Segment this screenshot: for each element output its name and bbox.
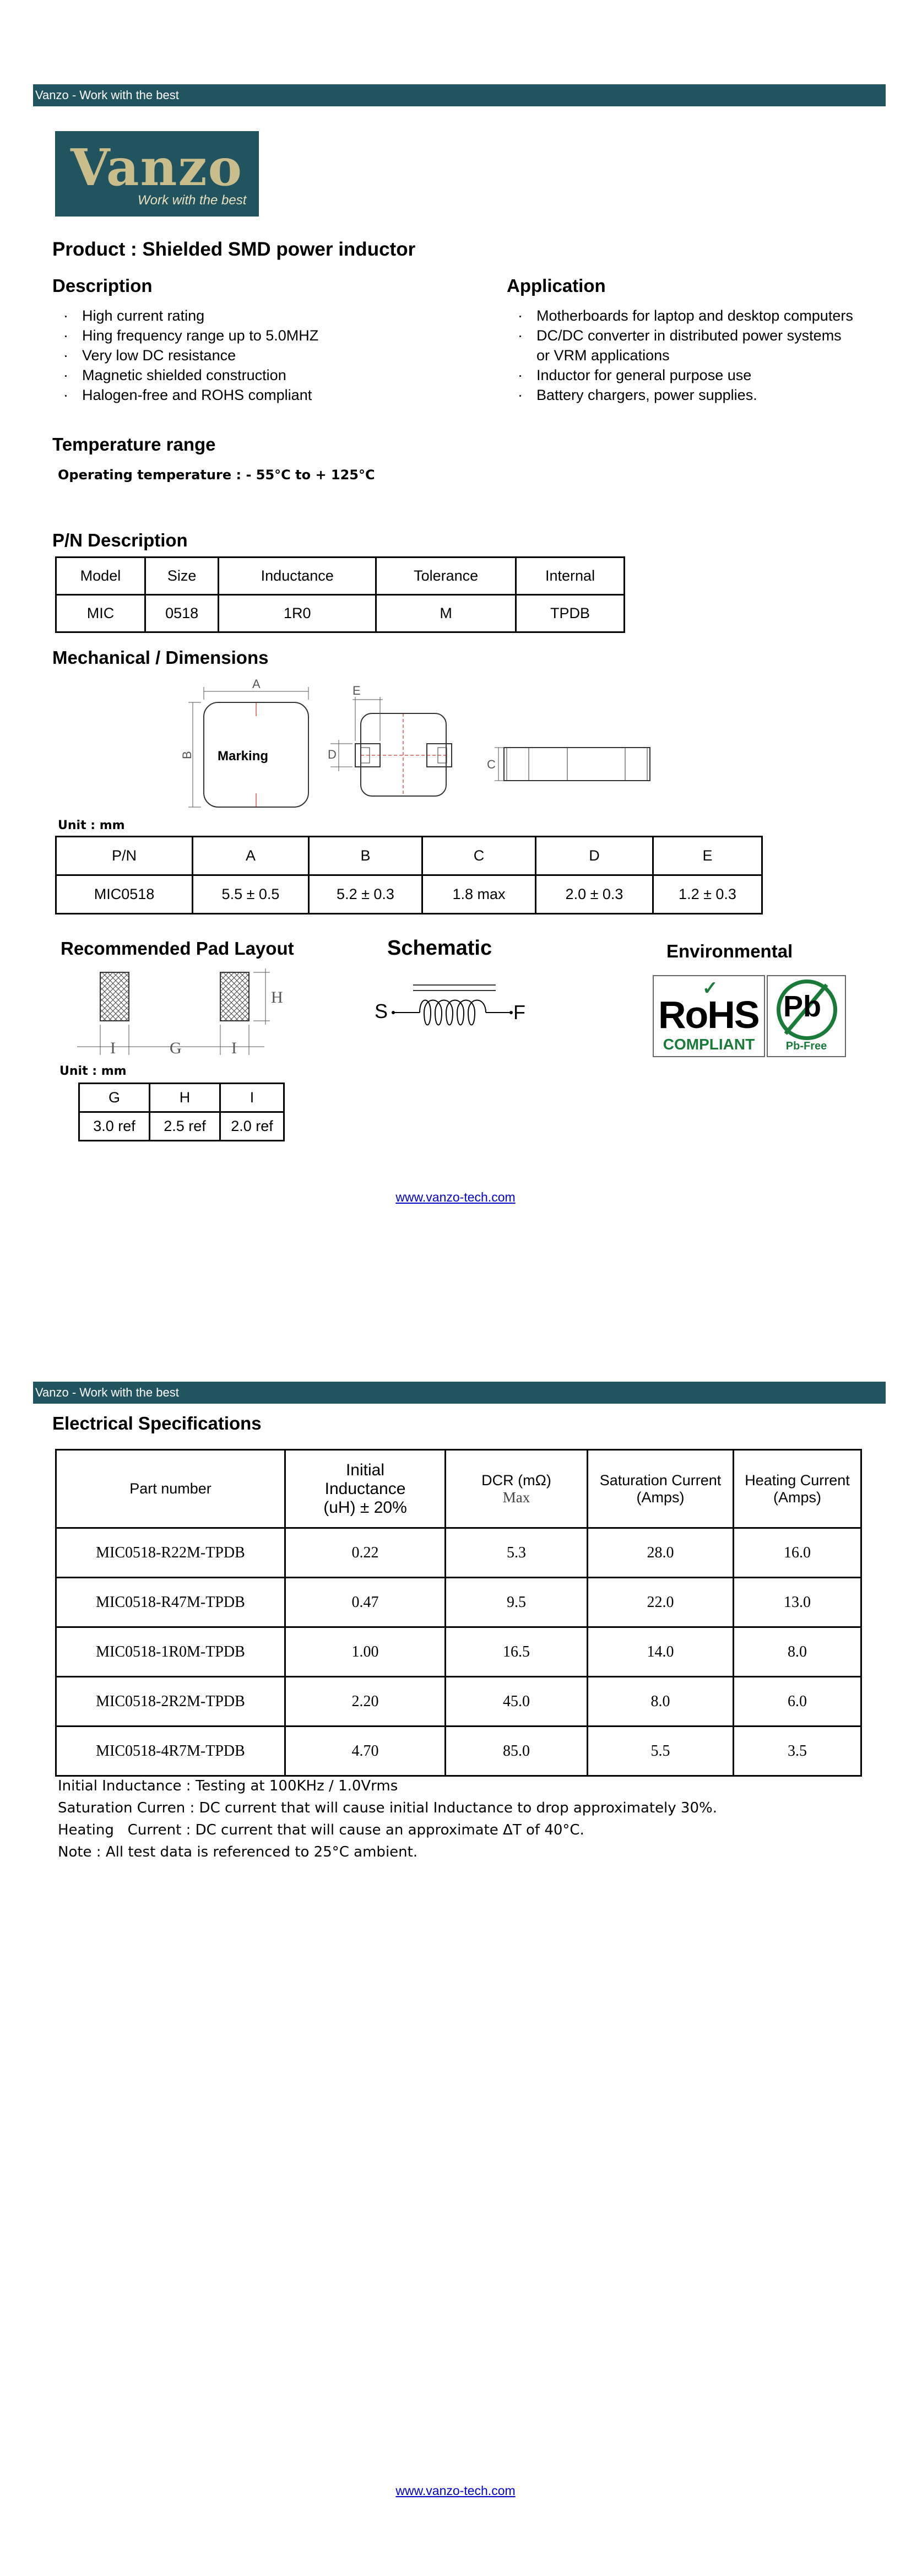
coil-symbol <box>420 1000 486 1025</box>
dim-a-label: A <box>252 677 261 691</box>
pn-value-internal: TPDB <box>516 595 625 632</box>
product-title: Product : Shielded SMD power inductor <box>52 239 416 260</box>
list-item: · Magnetic shielded construction <box>52 365 493 385</box>
elec-cell: 4.70 <box>285 1727 446 1776</box>
pn-value-model: MIC <box>56 595 145 632</box>
bottom-view <box>328 684 452 796</box>
pad-value-h: 2.5 ref <box>150 1112 220 1141</box>
list-item: · Battery chargers, power supplies. <box>507 385 892 405</box>
pn-header-tolerance: Tolerance <box>376 558 516 595</box>
pn-value-tolerance: M <box>376 595 516 632</box>
elec-cell: 85.0 <box>446 1727 588 1776</box>
list-item: · DC/DC converter in distributed power systems <box>507 326 892 345</box>
table-row <box>56 1528 861 1578</box>
dim-d-label: D <box>328 748 337 761</box>
pn-header-model: Model <box>56 558 145 595</box>
dim-value-pn: MIC0518 <box>56 875 193 914</box>
pad-header-i: I <box>220 1084 284 1112</box>
pad-header-h: H <box>150 1084 220 1112</box>
schematic-drawing <box>369 974 534 1040</box>
schematic-title: Schematic <box>387 937 492 960</box>
elec-cell: 0.22 <box>285 1528 446 1578</box>
pad-h-label: H <box>271 988 283 1006</box>
logo-wordmark: Vanzo <box>71 138 243 197</box>
list-item: · Motherboards for laptop and desktop computers <box>507 306 892 326</box>
note-line: Saturation Curren : DC current that will cause initial Inductance to drop approximately 30%. <box>58 1800 717 1816</box>
logo-tagline: Work with the best <box>138 193 247 208</box>
elec-header-saturation: Saturation Current (Amps) <box>588 1450 734 1528</box>
elec-cell: 6.0 <box>734 1677 861 1727</box>
elec-header-inductance: Initial Inductance (uH) ± 20% <box>285 1450 446 1528</box>
elec-header-dcr: DCR (mΩ) Max <box>446 1450 588 1528</box>
pad-table <box>78 1083 285 1141</box>
elec-cell: 5.5 <box>588 1727 734 1776</box>
dim-header-a: A <box>193 837 309 875</box>
table-row <box>56 837 762 875</box>
schematic-f-label: F <box>513 1001 525 1024</box>
pb-text: Pb <box>783 990 822 1023</box>
top-view <box>180 677 308 807</box>
elec-cell: 22.0 <box>588 1578 734 1627</box>
note-line: Heating Current : DC current that will cause an approximate ΔT of 40°C. <box>58 1822 584 1838</box>
pn-header-inductance: Inductance <box>219 558 376 595</box>
table-row <box>79 1112 284 1141</box>
table-row <box>79 1084 284 1112</box>
dim-header-b: B <box>309 837 422 875</box>
electrical-table <box>55 1449 862 1777</box>
mechanical-title: Mechanical / Dimensions <box>52 647 269 668</box>
dim-header-d: D <box>536 837 653 875</box>
pad-i-right-label: I <box>231 1039 237 1057</box>
pn-table <box>55 556 625 633</box>
dim-value-e: 1.2 ± 0.3 <box>653 875 762 914</box>
list-item: · Halogen-free and ROHS compliant <box>52 385 493 405</box>
elec-cell: MIC0518-R47M-TPDB <box>56 1578 285 1627</box>
pad-right <box>220 972 249 1021</box>
dim-c-label: C <box>487 757 496 771</box>
footer-link[interactable]: www.vanzo-tech.com <box>395 1190 516 1204</box>
application-list <box>507 306 892 405</box>
dim-header-c: C <box>422 837 536 875</box>
elec-header-part: Part number <box>56 1450 285 1528</box>
header-band-text: Vanzo - Work with the best <box>35 88 179 102</box>
elec-cell: 45.0 <box>446 1677 588 1727</box>
elec-cell: MIC0518-R22M-TPDB <box>56 1528 285 1578</box>
elec-cell: 16.5 <box>446 1627 588 1677</box>
dimension-table <box>55 836 763 914</box>
pn-title: P/N Description <box>52 530 188 550</box>
elec-cell: 16.0 <box>734 1528 861 1578</box>
elec-cell: 0.47 <box>285 1578 446 1627</box>
dim-header-pn: P/N <box>56 837 193 875</box>
elec-cell: 14.0 <box>588 1627 734 1677</box>
company-logo <box>55 131 259 217</box>
elec-cell: 3.5 <box>734 1727 861 1776</box>
side-view <box>487 748 650 781</box>
footer-link-page2[interactable]: www.vanzo-tech.com <box>395 2483 516 2498</box>
schematic-s-label: S <box>375 1000 388 1022</box>
pad-unit: Unit : mm <box>59 1064 127 1078</box>
dim-b-label: B <box>180 751 194 759</box>
header-band <box>33 84 886 106</box>
note-line: Note : All test data is referenced to 25°C ambient. <box>58 1844 418 1860</box>
description-title: Description <box>52 275 153 296</box>
elec-cell: 13.0 <box>734 1578 861 1627</box>
table-row <box>56 1450 861 1528</box>
dim-e-label: E <box>353 684 361 697</box>
dim-value-d: 2.0 ± 0.3 <box>536 875 653 914</box>
elec-header-heating: Heating Current (Amps) <box>734 1450 861 1528</box>
temperature-title: Temperature range <box>52 434 216 454</box>
elec-cell: MIC0518-4R7M-TPDB <box>56 1727 285 1776</box>
pad-layout-title: Recommended Pad Layout <box>61 938 294 959</box>
table-row <box>56 1677 861 1727</box>
pb-free-text: Pb-Free <box>785 1040 827 1052</box>
rohs-badge <box>653 975 765 1057</box>
application-title: Application <box>507 275 606 296</box>
environmental-title: Environmental <box>666 941 793 961</box>
elec-cell: MIC0518-2R2M-TPDB <box>56 1677 285 1727</box>
rohs-check-icon: ✓ <box>702 978 718 999</box>
elec-cell: 1.00 <box>285 1627 446 1677</box>
elec-cell: MIC0518-1R0M-TPDB <box>56 1627 285 1677</box>
pad-left <box>100 972 129 1021</box>
mechanical-unit: Unit : mm <box>58 819 125 832</box>
operating-temperature: Operating temperature : - 55°C to + 125°C <box>58 467 375 483</box>
table-row <box>56 1578 861 1627</box>
pn-value-size: 0518 <box>145 595 218 632</box>
marking-label: Marking <box>218 749 269 764</box>
dim-value-b: 5.2 ± 0.3 <box>309 875 422 914</box>
elec-cell: 9.5 <box>446 1578 588 1627</box>
rohs-compliant-text: COMPLIANT <box>663 1036 755 1053</box>
pad-g-label: G <box>170 1039 182 1057</box>
table-row <box>56 1727 861 1776</box>
electrical-title: Electrical Specifications <box>52 1413 262 1433</box>
rohs-text: RoHS <box>658 993 759 1036</box>
elec-cell: 8.0 <box>734 1627 861 1677</box>
pad-header-g: G <box>79 1084 150 1112</box>
pad-value-i: 2.0 ref <box>220 1112 284 1141</box>
electrical-notes <box>58 1775 884 1863</box>
elec-cell: 28.0 <box>588 1528 734 1578</box>
header-band-text: Vanzo - Work with the best <box>35 1386 179 1399</box>
table-row <box>56 558 625 595</box>
dim-value-a: 5.5 ± 0.5 <box>193 875 309 914</box>
pn-header-size: Size <box>145 558 218 595</box>
pad-value-g: 3.0 ref <box>79 1112 150 1141</box>
header-band-page2 <box>33 1382 886 1404</box>
description-list <box>52 306 493 405</box>
dim-header-e: E <box>653 837 762 875</box>
table-row <box>56 595 625 632</box>
note-line: Initial Inductance : Testing at 100KHz / 1.0Vrms <box>58 1778 398 1794</box>
elec-cell: 5.3 <box>446 1528 588 1578</box>
table-row <box>56 1627 861 1677</box>
table-row <box>56 875 762 914</box>
list-item: · Hing frequency range up to 5.0MHZ <box>52 326 493 345</box>
list-item: · Very low DC resistance <box>52 345 493 365</box>
pad-i-left-label: I <box>110 1039 116 1057</box>
elec-cell: 2.20 <box>285 1677 446 1727</box>
pn-value-inductance: 1R0 <box>219 595 376 632</box>
mechanical-drawing <box>149 675 672 818</box>
elec-cell: 8.0 <box>588 1677 734 1727</box>
list-item-continuation: or VRM applications <box>536 347 670 364</box>
pb-free-badge <box>767 975 846 1057</box>
pad-layout-drawing <box>66 964 319 1060</box>
list-item: · High current rating <box>52 306 493 326</box>
list-item: · Inductor for general purpose use <box>507 365 892 385</box>
dim-value-c: 1.8 max <box>422 875 536 914</box>
pn-header-internal: Internal <box>516 558 625 595</box>
